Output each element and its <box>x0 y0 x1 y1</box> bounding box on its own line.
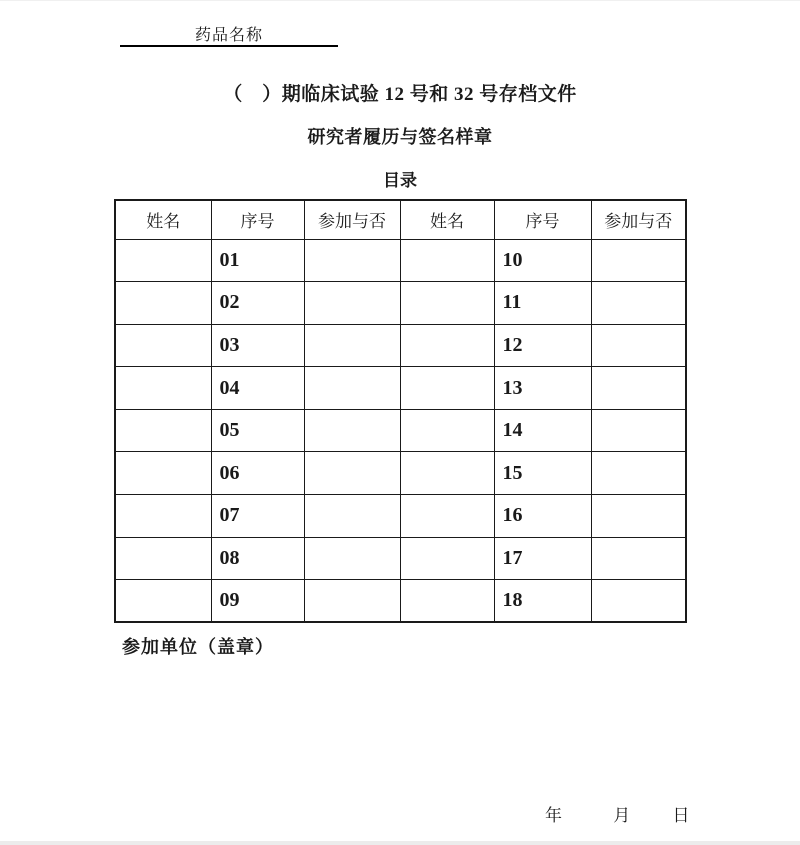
cell-name-right[interactable] <box>400 239 494 282</box>
cell-participation-right[interactable] <box>591 239 686 282</box>
cell-serial-right: 15 <box>494 452 591 495</box>
cell-serial-left: 07 <box>211 495 304 538</box>
cell-participation-left[interactable] <box>304 495 400 538</box>
cell-name-right[interactable] <box>400 324 494 367</box>
table-row <box>115 452 686 495</box>
cell-serial-right: 18 <box>494 580 591 623</box>
cell-name-left[interactable] <box>115 367 211 410</box>
cell-participation-left[interactable] <box>304 282 400 325</box>
table-row <box>115 537 686 580</box>
column-header-serial-left: 序号 <box>211 200 304 239</box>
cell-serial-left: 04 <box>211 367 304 410</box>
cell-serial-left: 01 <box>211 239 304 282</box>
cell-participation-right[interactable] <box>591 324 686 367</box>
cell-name-left[interactable] <box>115 537 211 580</box>
cell-participation-left[interactable] <box>304 239 400 282</box>
toc-heading: 目录 <box>383 171 417 190</box>
cell-name-right[interactable] <box>400 537 494 580</box>
cell-serial-right: 14 <box>494 409 591 452</box>
cell-serial-right: 17 <box>494 537 591 580</box>
drug-name-label: 药品名称 <box>194 27 263 44</box>
toc-table-body <box>115 239 686 622</box>
cell-serial-left: 08 <box>211 537 304 580</box>
column-header-name-right: 姓名 <box>400 200 494 239</box>
table-row <box>115 580 686 623</box>
cell-participation-right[interactable] <box>591 580 686 623</box>
cell-name-left[interactable] <box>115 452 211 495</box>
column-header-participation-left: 参加与否 <box>304 200 400 239</box>
cell-name-right[interactable] <box>400 367 494 410</box>
cell-name-right[interactable] <box>400 452 494 495</box>
column-header-name-left: 姓名 <box>115 200 211 239</box>
cell-serial-left: 09 <box>211 580 304 623</box>
table-row <box>115 367 686 410</box>
date-year-label: 年 <box>545 806 562 825</box>
cell-serial-left: 05 <box>211 409 304 452</box>
cell-name-left[interactable] <box>115 580 211 623</box>
column-header-participation-right: 参加与否 <box>591 200 686 239</box>
cell-participation-left[interactable] <box>304 580 400 623</box>
participating-unit-label: 参加单位（盖章） <box>122 637 274 657</box>
date-month-label: 月 <box>613 806 631 825</box>
cell-serial-right: 10 <box>494 239 591 282</box>
cell-participation-right[interactable] <box>591 537 686 580</box>
date-day-label: 日 <box>672 806 690 825</box>
cell-serial-right: 12 <box>494 324 591 367</box>
cell-participation-right[interactable] <box>591 495 686 538</box>
table-row <box>115 409 686 452</box>
table-row <box>115 239 686 282</box>
cell-participation-right[interactable] <box>591 452 686 495</box>
cell-serial-right: 13 <box>494 367 591 410</box>
drug-name-blank-field[interactable] <box>120 23 338 47</box>
cell-participation-left[interactable] <box>304 452 400 495</box>
table-row <box>115 495 686 538</box>
page-bottom-edge <box>0 841 800 845</box>
table-row <box>115 324 686 367</box>
cell-name-right[interactable] <box>400 495 494 538</box>
cell-name-left[interactable] <box>115 324 211 367</box>
column-header-serial-right: 序号 <box>494 200 591 239</box>
date-line <box>545 801 690 826</box>
table-row <box>115 282 686 325</box>
cell-serial-right: 11 <box>494 282 591 325</box>
cell-name-left[interactable] <box>115 409 211 452</box>
document-title: （ ）期临床试验 12 号和 32 号存档文件 <box>223 84 577 105</box>
cell-serial-left: 03 <box>211 324 304 367</box>
cell-name-right[interactable] <box>400 282 494 325</box>
cell-participation-left[interactable] <box>304 367 400 410</box>
cell-participation-right[interactable] <box>591 282 686 325</box>
cell-name-right[interactable] <box>400 580 494 623</box>
cell-participation-left[interactable] <box>304 409 400 452</box>
cell-serial-left: 06 <box>211 452 304 495</box>
toc-table <box>114 199 687 623</box>
table-header-row <box>115 200 686 239</box>
cell-serial-left: 02 <box>211 282 304 325</box>
cell-name-left[interactable] <box>115 239 211 282</box>
cell-name-left[interactable] <box>115 282 211 325</box>
cell-participation-right[interactable] <box>591 409 686 452</box>
cell-participation-left[interactable] <box>304 324 400 367</box>
document-subtitle: 研究者履历与签名样章 <box>307 127 493 147</box>
cell-participation-right[interactable] <box>591 367 686 410</box>
cell-name-left[interactable] <box>115 495 211 538</box>
cell-name-right[interactable] <box>400 409 494 452</box>
cell-participation-left[interactable] <box>304 537 400 580</box>
cell-serial-right: 16 <box>494 495 591 538</box>
